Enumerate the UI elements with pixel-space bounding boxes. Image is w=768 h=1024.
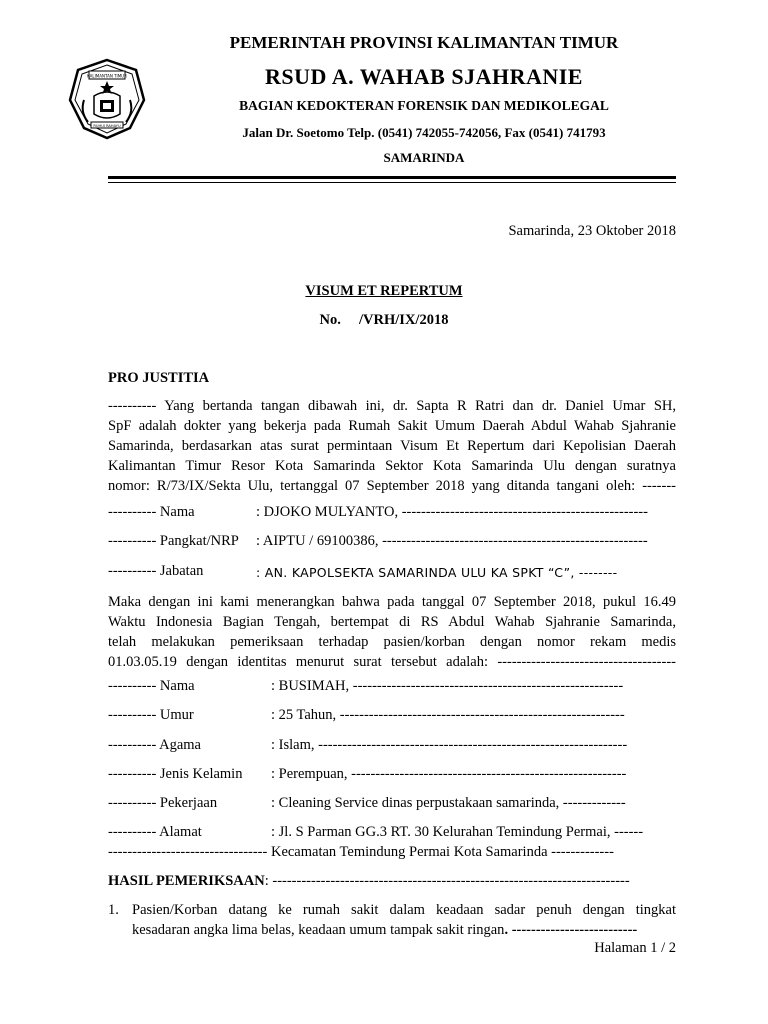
- document-number: No. /VRH/IX/2018: [319, 312, 449, 328]
- hasil-heading-line: [108, 873, 676, 890]
- exam-line: telah melakukan pemeriksaan terhadap pasien/korban dengan nomor rekam medis: [108, 634, 676, 650]
- document-title: VISUM ET REPERTUM: [305, 283, 463, 299]
- letterhead-department: BAGIAN KEDOKTERAN FORENSIK DAN MEDIKOLEGAL: [239, 98, 609, 113]
- exam-line: 01.03.05.19 dengan identitas menurut surat tersebut adalah: -------------------------------------: [108, 654, 676, 670]
- finding-line-2: kesadaran angka lima belas, keadaan umum tampak sakit ringan: [132, 922, 505, 938]
- patient-occupation-label: ---------- Pekerjaan: [108, 795, 218, 811]
- letterhead-address: Jalan Dr. Soetomo Telp. (0541) 742055-742056, Fax (0541) 741793: [242, 125, 606, 140]
- requester-position-label: ---------- Jabatan: [108, 563, 204, 579]
- patient-address-value: : Jl. S Parman GG.3 RT. 30 Kelurahan Temindung Permai, ------: [271, 824, 644, 840]
- finding-line-1: Pasien/Korban datang ke rumah sakit dalam keadaan sadar penuh dengan tingkat: [132, 902, 676, 918]
- patient-address-label: ---------- Alamat: [108, 824, 202, 840]
- exam-line: Waktu Indonesia Bagian Tengah, bertempat di RS Abdul Wahab Sjahranie Samarinda,: [108, 614, 676, 630]
- hasil-heading: HASIL PEMERIKSAAN: [108, 873, 265, 889]
- requester-name-value: : DJOKO MULYANTO, ---------------------------------------------------: [256, 504, 648, 520]
- intro-line: ---------- Yang bertanda tangan dibawah ini, dr. Sapta R Ratri dan dr. Daniel Umar SH,: [108, 398, 676, 414]
- requester-rank-value: : AIPTU / 69100386, -------------------------------------------------------: [256, 533, 648, 549]
- finding-number: 1.: [108, 902, 119, 918]
- requester-name-label: ---------- Nama: [108, 504, 195, 520]
- letterhead-city: SAMARINDA: [383, 150, 465, 165]
- intro-line: Kalimantan Timur Resor Kota Samarinda Sektor Kota Samarinda Ulu dengan suratnya: [108, 458, 676, 474]
- patient-name-value: : BUSIMAH, --------------------------------------------------------: [271, 678, 624, 694]
- hasil-dashes: : --------------------------------------------------------------------------: [264, 873, 630, 889]
- intro-line: nomor: R/73/IX/Sekta Ulu, tertanggal 07 September 2018 yang ditanda tangani oleh: -------: [108, 478, 676, 494]
- patient-name-label: ---------- Nama: [108, 678, 195, 694]
- exam-paragraph: [108, 592, 676, 672]
- header-rule-thin: [108, 182, 676, 183]
- pro-justitia-heading: PRO JUSTITIA: [108, 370, 210, 386]
- patient-religion-value: : Islam, ----------------------------------------------------------------: [271, 737, 628, 753]
- requester-position-value: : AN. KAPOLSEKTA SAMARINDA ULU KA SPKT “C”, --------: [256, 565, 618, 580]
- letter-date: Samarinda, 23 Oktober 2018: [508, 223, 676, 239]
- exam-line: Maka dengan ini kami menerangkan bahwa pada tanggal 07 September 2018, pukul 16.49: [108, 594, 676, 610]
- letterhead-hospital: RSUD A. WAHAB SJAHRANIE: [265, 64, 583, 89]
- page-number: Halaman 1 / 2: [594, 940, 676, 956]
- patient-sex-value: : Perempuan, ---------------------------------------------------------: [271, 766, 627, 782]
- intro-paragraph: [108, 396, 676, 496]
- patient-religion-label: ---------- Agama: [108, 737, 201, 753]
- intro-line: Samarinda, berdasarkan atas surat permintaan Visum Et Repertum dari Kepolisian Daerah: [108, 438, 676, 454]
- patient-sex-label: ---------- Jenis Kelamin: [108, 766, 243, 782]
- finding-line-2-wrap: [132, 922, 637, 939]
- requester-rank-label: ---------- Pangkat/NRP: [108, 533, 239, 549]
- intro-line: SpF adalah dokter yang bekerja pada Rumah Sakit Umum Daerah Abdul Wahab Sjahranie: [108, 418, 676, 434]
- logo-motto-text: RUHUI RAHAYU: [93, 124, 121, 128]
- finding-line-2-tail: . --------------------------: [504, 922, 638, 938]
- header-rule-thick: [108, 176, 676, 179]
- patient-age-value: : 25 Tahun, -----------------------------------------------------------: [271, 707, 625, 723]
- letterhead-government: PEMERINTAH PROVINSI KALIMANTAN TIMUR: [229, 33, 619, 52]
- patient-occupation-value: : Cleaning Service dinas perpustakaan samarinda, -------------: [271, 795, 626, 811]
- patient-age-label: ---------- Umur: [108, 707, 194, 723]
- logo-banner-text: KALIMANTAN TIMUR: [87, 73, 127, 79]
- patient-address-continued: --------------------------------- Kecamatan Temindung Permai Kota Samarinda -------------: [108, 844, 614, 860]
